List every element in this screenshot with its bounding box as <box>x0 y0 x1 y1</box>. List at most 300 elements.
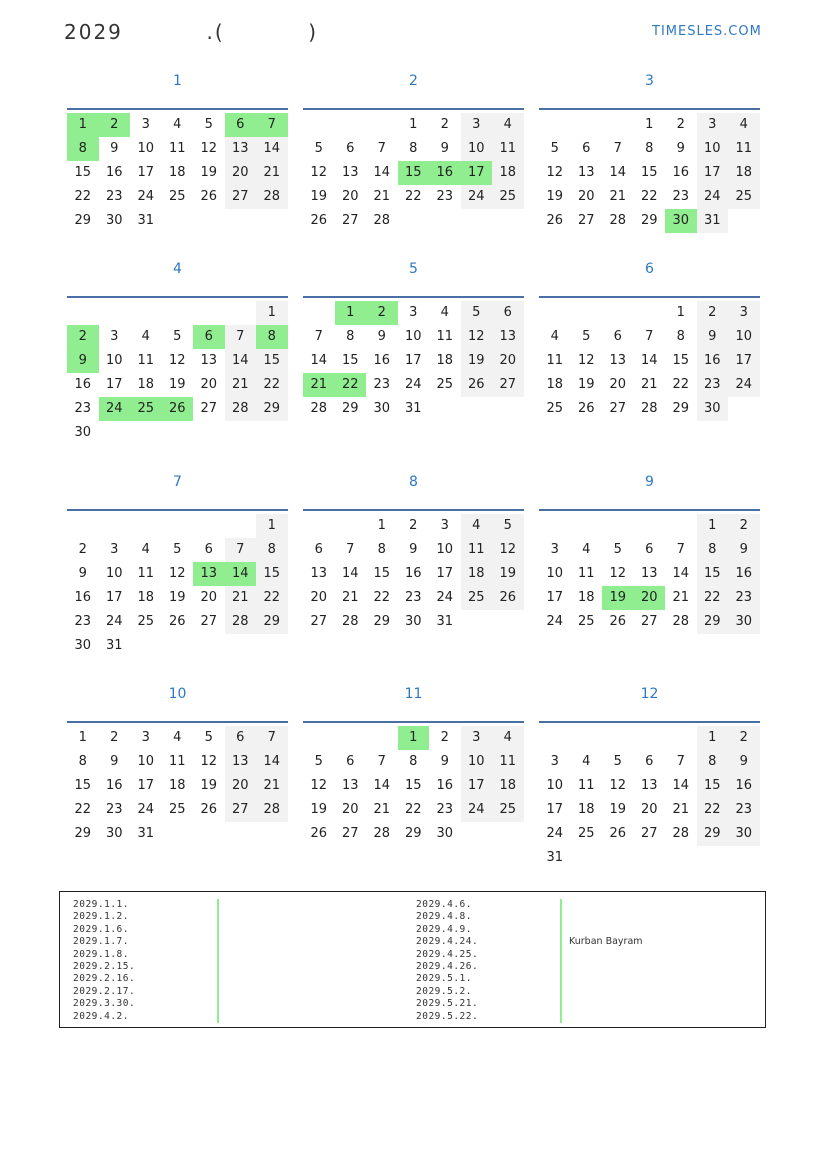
day-cell[interactable]: 29 <box>404 826 422 841</box>
day-cell[interactable]: 21 <box>373 802 391 817</box>
day-cell[interactable]: 15 <box>74 165 92 180</box>
day-cell[interactable]: 8 <box>377 542 386 557</box>
day-cell[interactable]: 18 <box>168 165 186 180</box>
day-cell[interactable]: 7 <box>676 542 685 557</box>
holiday-day-cell[interactable]: 1 <box>335 301 367 325</box>
day-cell[interactable]: 10 <box>461 137 493 161</box>
day-cell[interactable]: 6 <box>582 141 591 156</box>
day-cell[interactable]: 6 <box>613 329 622 344</box>
day-cell[interactable]: 12 <box>200 141 218 156</box>
day-cell[interactable]: 1 <box>697 726 729 750</box>
day-cell[interactable]: 14 <box>256 750 288 774</box>
day-cell[interactable]: 23 <box>404 590 422 605</box>
day-cell[interactable]: 3 <box>550 542 559 557</box>
day-cell[interactable]: 31 <box>697 209 729 233</box>
day-cell[interactable]: 27 <box>640 826 658 841</box>
day-cell[interactable]: 3 <box>697 113 729 137</box>
day-cell[interactable]: 11 <box>492 750 524 774</box>
day-cell[interactable]: 30 <box>373 401 391 416</box>
day-cell[interactable]: 1 <box>78 730 87 745</box>
day-cell[interactable]: 27 <box>341 213 359 228</box>
day-cell[interactable]: 28 <box>225 610 257 634</box>
day-cell[interactable]: 5 <box>461 301 493 325</box>
day-cell[interactable]: 29 <box>373 614 391 629</box>
day-cell[interactable]: 14 <box>640 353 658 368</box>
day-cell[interactable]: 24 <box>461 185 493 209</box>
day-cell[interactable]: 29 <box>256 610 288 634</box>
brand-logo[interactable]: TIMESLES.COM <box>652 24 762 39</box>
day-cell[interactable]: 21 <box>640 377 658 392</box>
day-cell[interactable]: 16 <box>105 778 123 793</box>
day-cell[interactable]: 2 <box>697 301 729 325</box>
day-cell[interactable]: 20 <box>577 189 595 204</box>
day-cell[interactable]: 26 <box>310 213 328 228</box>
day-cell[interactable]: 19 <box>310 802 328 817</box>
day-cell[interactable]: 14 <box>373 778 391 793</box>
day-cell[interactable]: 9 <box>728 538 760 562</box>
day-cell[interactable]: 25 <box>492 185 524 209</box>
day-cell[interactable]: 26 <box>200 802 218 817</box>
day-cell[interactable]: 26 <box>461 373 493 397</box>
day-cell[interactable]: 15 <box>256 349 288 373</box>
day-cell[interactable]: 24 <box>404 377 422 392</box>
day-cell[interactable]: 12 <box>200 754 218 769</box>
day-cell[interactable]: 13 <box>640 566 658 581</box>
day-cell[interactable]: 10 <box>105 353 123 368</box>
day-cell[interactable]: 3 <box>141 117 150 132</box>
day-cell[interactable]: 15 <box>74 778 92 793</box>
holiday-day-cell[interactable]: 2 <box>67 325 99 349</box>
day-cell[interactable]: 19 <box>546 189 564 204</box>
day-cell[interactable]: 24 <box>546 826 564 841</box>
day-cell[interactable]: 15 <box>672 353 690 368</box>
day-cell[interactable]: 30 <box>105 826 123 841</box>
day-cell[interactable]: 10 <box>728 325 760 349</box>
day-cell[interactable]: 3 <box>461 113 493 137</box>
day-cell[interactable]: 21 <box>256 774 288 798</box>
day-cell[interactable]: 15 <box>640 165 658 180</box>
day-cell[interactable]: 2 <box>440 117 449 132</box>
day-cell[interactable]: 19 <box>200 165 218 180</box>
day-cell[interactable]: 2 <box>676 117 685 132</box>
day-cell[interactable]: 1 <box>256 514 288 538</box>
day-cell[interactable]: 14 <box>672 566 690 581</box>
day-cell[interactable]: 13 <box>200 353 218 368</box>
day-cell[interactable]: 22 <box>697 586 729 610</box>
day-cell[interactable]: 20 <box>609 377 627 392</box>
day-cell[interactable]: 13 <box>492 325 524 349</box>
day-cell[interactable]: 8 <box>409 141 418 156</box>
day-cell[interactable]: 26 <box>492 586 524 610</box>
day-cell[interactable]: 23 <box>105 802 123 817</box>
day-cell[interactable]: 6 <box>346 141 355 156</box>
day-cell[interactable]: 21 <box>672 590 690 605</box>
day-cell[interactable]: 29 <box>672 401 690 416</box>
day-cell[interactable]: 19 <box>609 802 627 817</box>
holiday-day-cell[interactable]: 15 <box>398 161 430 185</box>
day-cell[interactable]: 3 <box>110 542 119 557</box>
day-cell[interactable]: 1 <box>676 305 685 320</box>
day-cell[interactable]: 6 <box>314 542 323 557</box>
day-cell[interactable]: 23 <box>672 189 690 204</box>
day-cell[interactable]: 20 <box>341 189 359 204</box>
day-cell[interactable]: 7 <box>225 325 257 349</box>
day-cell[interactable]: 7 <box>314 329 323 344</box>
day-cell[interactable]: 12 <box>609 778 627 793</box>
day-cell[interactable]: 10 <box>461 750 493 774</box>
day-cell[interactable]: 22 <box>256 586 288 610</box>
day-cell[interactable]: 21 <box>341 590 359 605</box>
day-cell[interactable]: 26 <box>546 213 564 228</box>
day-cell[interactable]: 28 <box>672 826 690 841</box>
day-cell[interactable]: 11 <box>168 141 186 156</box>
day-cell[interactable]: 19 <box>310 189 328 204</box>
day-cell[interactable]: 20 <box>225 774 257 798</box>
day-cell[interactable]: 23 <box>436 802 454 817</box>
day-cell[interactable]: 31 <box>105 638 123 653</box>
day-cell[interactable]: 6 <box>204 542 213 557</box>
day-cell[interactable]: 16 <box>436 778 454 793</box>
day-cell[interactable]: 2 <box>728 726 760 750</box>
day-cell[interactable]: 9 <box>728 750 760 774</box>
day-cell[interactable]: 24 <box>137 189 155 204</box>
day-cell[interactable]: 10 <box>137 754 155 769</box>
day-cell[interactable]: 28 <box>225 397 257 421</box>
day-cell[interactable]: 12 <box>492 538 524 562</box>
day-cell[interactable]: 21 <box>609 189 627 204</box>
day-cell[interactable]: 8 <box>697 538 729 562</box>
day-cell[interactable]: 28 <box>609 213 627 228</box>
holiday-day-cell[interactable]: 20 <box>634 586 666 610</box>
day-cell[interactable]: 18 <box>492 774 524 798</box>
day-cell[interactable]: 28 <box>672 614 690 629</box>
day-cell[interactable]: 22 <box>256 373 288 397</box>
day-cell[interactable]: 18 <box>168 778 186 793</box>
day-cell[interactable]: 27 <box>609 401 627 416</box>
holiday-day-cell[interactable]: 8 <box>256 325 288 349</box>
day-cell[interactable]: 4 <box>141 542 150 557</box>
day-cell[interactable]: 19 <box>492 562 524 586</box>
day-cell[interactable]: 21 <box>672 802 690 817</box>
day-cell[interactable]: 18 <box>436 353 454 368</box>
day-cell[interactable]: 9 <box>676 141 685 156</box>
holiday-day-cell[interactable]: 30 <box>665 209 697 233</box>
day-cell[interactable]: 4 <box>492 726 524 750</box>
holiday-day-cell[interactable]: 26 <box>162 397 194 421</box>
day-cell[interactable]: 30 <box>105 213 123 228</box>
day-cell[interactable]: 6 <box>645 754 654 769</box>
day-cell[interactable]: 24 <box>137 802 155 817</box>
day-cell[interactable]: 16 <box>404 566 422 581</box>
day-cell[interactable]: 27 <box>310 614 328 629</box>
day-cell[interactable]: 26 <box>200 189 218 204</box>
day-cell[interactable]: 7 <box>613 141 622 156</box>
day-cell[interactable]: 4 <box>492 113 524 137</box>
day-cell[interactable]: 4 <box>173 730 182 745</box>
day-cell[interactable]: 2 <box>78 542 87 557</box>
day-cell[interactable]: 22 <box>697 798 729 822</box>
day-cell[interactable]: 16 <box>105 165 123 180</box>
day-cell[interactable]: 4 <box>550 329 559 344</box>
day-cell[interactable]: 5 <box>204 117 213 132</box>
day-cell[interactable]: 17 <box>461 774 493 798</box>
day-cell[interactable]: 13 <box>310 566 328 581</box>
day-cell[interactable]: 12 <box>168 566 186 581</box>
day-cell[interactable]: 20 <box>341 802 359 817</box>
day-cell[interactable]: 22 <box>640 189 658 204</box>
day-cell[interactable]: 18 <box>728 161 760 185</box>
day-cell[interactable]: 4 <box>440 305 449 320</box>
day-cell[interactable]: 28 <box>640 401 658 416</box>
day-cell[interactable]: 1 <box>697 514 729 538</box>
day-cell[interactable]: 4 <box>582 754 591 769</box>
day-cell[interactable]: 16 <box>672 165 690 180</box>
day-cell[interactable]: 22 <box>404 189 422 204</box>
holiday-day-cell[interactable]: 21 <box>303 373 335 397</box>
day-cell[interactable]: 14 <box>373 165 391 180</box>
day-cell[interactable]: 13 <box>225 750 257 774</box>
day-cell[interactable]: 18 <box>546 377 564 392</box>
day-cell[interactable]: 14 <box>672 778 690 793</box>
day-cell[interactable]: 20 <box>640 802 658 817</box>
day-cell[interactable]: 14 <box>256 137 288 161</box>
day-cell[interactable]: 7 <box>645 329 654 344</box>
day-cell[interactable]: 20 <box>492 349 524 373</box>
day-cell[interactable]: 28 <box>310 401 328 416</box>
day-cell[interactable]: 22 <box>373 590 391 605</box>
day-cell[interactable]: 7 <box>377 754 386 769</box>
day-cell[interactable]: 6 <box>346 754 355 769</box>
day-cell[interactable]: 16 <box>74 590 92 605</box>
day-cell[interactable]: 5 <box>204 730 213 745</box>
day-cell[interactable]: 15 <box>256 562 288 586</box>
day-cell[interactable]: 16 <box>373 353 391 368</box>
day-cell[interactable]: 18 <box>577 590 595 605</box>
day-cell[interactable]: 7 <box>225 538 257 562</box>
day-cell[interactable]: 29 <box>640 213 658 228</box>
day-cell[interactable]: 2 <box>440 730 449 745</box>
day-cell[interactable]: 30 <box>697 397 729 421</box>
day-cell[interactable]: 10 <box>546 566 564 581</box>
day-cell[interactable]: 25 <box>168 802 186 817</box>
day-cell[interactable]: 9 <box>697 325 729 349</box>
day-cell[interactable]: 17 <box>137 165 155 180</box>
holiday-day-cell[interactable]: 2 <box>99 113 131 137</box>
day-cell[interactable]: 27 <box>492 373 524 397</box>
day-cell[interactable]: 17 <box>404 353 422 368</box>
day-cell[interactable]: 1 <box>377 518 386 533</box>
day-cell[interactable]: 17 <box>697 161 729 185</box>
day-cell[interactable]: 26 <box>609 826 627 841</box>
day-cell[interactable]: 6 <box>645 542 654 557</box>
day-cell[interactable]: 27 <box>640 614 658 629</box>
day-cell[interactable]: 9 <box>78 566 87 581</box>
holiday-day-cell[interactable]: 17 <box>461 161 493 185</box>
day-cell[interactable]: 30 <box>74 425 92 440</box>
day-cell[interactable]: 1 <box>409 117 418 132</box>
day-cell[interactable]: 5 <box>173 542 182 557</box>
day-cell[interactable]: 21 <box>225 586 257 610</box>
day-cell[interactable]: 25 <box>577 826 595 841</box>
day-cell[interactable]: 14 <box>225 349 257 373</box>
day-cell[interactable]: 28 <box>256 798 288 822</box>
day-cell[interactable]: 2 <box>409 518 418 533</box>
day-cell[interactable]: 28 <box>341 614 359 629</box>
day-cell[interactable]: 11 <box>728 137 760 161</box>
day-cell[interactable]: 15 <box>697 562 729 586</box>
day-cell[interactable]: 19 <box>168 590 186 605</box>
day-cell[interactable]: 5 <box>613 754 622 769</box>
day-cell[interactable]: 26 <box>609 614 627 629</box>
day-cell[interactable]: 13 <box>609 353 627 368</box>
day-cell[interactable]: 15 <box>404 778 422 793</box>
day-cell[interactable]: 24 <box>697 185 729 209</box>
day-cell[interactable]: 24 <box>105 614 123 629</box>
day-cell[interactable]: 8 <box>676 329 685 344</box>
day-cell[interactable]: 31 <box>137 826 155 841</box>
day-cell[interactable]: 11 <box>461 538 493 562</box>
day-cell[interactable]: 10 <box>697 137 729 161</box>
day-cell[interactable]: 23 <box>74 614 92 629</box>
day-cell[interactable]: 4 <box>461 514 493 538</box>
day-cell[interactable]: 29 <box>74 826 92 841</box>
day-cell[interactable]: 5 <box>582 329 591 344</box>
day-cell[interactable]: 11 <box>546 353 564 368</box>
day-cell[interactable]: 23 <box>74 401 92 416</box>
day-cell[interactable]: 21 <box>225 373 257 397</box>
day-cell[interactable]: 12 <box>546 165 564 180</box>
day-cell[interactable]: 15 <box>373 566 391 581</box>
day-cell[interactable]: 2 <box>110 730 119 745</box>
day-cell[interactable]: 16 <box>74 377 92 392</box>
day-cell[interactable]: 24 <box>436 590 454 605</box>
day-cell[interactable]: 11 <box>577 566 595 581</box>
day-cell[interactable]: 17 <box>436 566 454 581</box>
day-cell[interactable]: 27 <box>200 614 218 629</box>
holiday-day-cell[interactable]: 6 <box>225 113 257 137</box>
day-cell[interactable]: 25 <box>577 614 595 629</box>
day-cell[interactable]: 8 <box>256 538 288 562</box>
day-cell[interactable]: 13 <box>640 778 658 793</box>
day-cell[interactable]: 29 <box>74 213 92 228</box>
day-cell[interactable]: 4 <box>582 542 591 557</box>
day-cell[interactable]: 19 <box>200 778 218 793</box>
day-cell[interactable]: 4 <box>173 117 182 132</box>
day-cell[interactable]: 12 <box>577 353 595 368</box>
day-cell[interactable]: 28 <box>373 826 391 841</box>
day-cell[interactable]: 9 <box>440 141 449 156</box>
day-cell[interactable]: 27 <box>225 798 257 822</box>
day-cell[interactable]: 4 <box>141 329 150 344</box>
holiday-day-cell[interactable]: 2 <box>366 301 398 325</box>
day-cell[interactable]: 22 <box>672 377 690 392</box>
day-cell[interactable]: 23 <box>697 373 729 397</box>
day-cell[interactable]: 15 <box>341 353 359 368</box>
day-cell[interactable]: 10 <box>436 542 454 557</box>
day-cell[interactable]: 8 <box>346 329 355 344</box>
day-cell[interactable]: 9 <box>110 754 119 769</box>
holiday-day-cell[interactable]: 7 <box>256 113 288 137</box>
day-cell[interactable]: 24 <box>728 373 760 397</box>
day-cell[interactable]: 3 <box>141 730 150 745</box>
day-cell[interactable]: 18 <box>492 161 524 185</box>
day-cell[interactable]: 20 <box>200 377 218 392</box>
day-cell[interactable]: 17 <box>546 802 564 817</box>
day-cell[interactable]: 5 <box>550 141 559 156</box>
day-cell[interactable]: 19 <box>461 349 493 373</box>
day-cell[interactable]: 19 <box>168 377 186 392</box>
day-cell[interactable]: 25 <box>137 614 155 629</box>
day-cell[interactable]: 5 <box>314 754 323 769</box>
day-cell[interactable]: 31 <box>404 401 422 416</box>
day-cell[interactable]: 22 <box>74 802 92 817</box>
day-cell[interactable]: 17 <box>105 377 123 392</box>
day-cell[interactable]: 27 <box>225 185 257 209</box>
holiday-day-cell[interactable]: 13 <box>193 562 225 586</box>
day-cell[interactable]: 8 <box>697 750 729 774</box>
day-cell[interactable]: 3 <box>440 518 449 533</box>
holiday-day-cell[interactable]: 25 <box>130 397 162 421</box>
day-cell[interactable]: 20 <box>225 161 257 185</box>
day-cell[interactable]: 28 <box>256 185 288 209</box>
day-cell[interactable]: 8 <box>409 754 418 769</box>
day-cell[interactable]: 12 <box>609 566 627 581</box>
day-cell[interactable]: 21 <box>256 161 288 185</box>
day-cell[interactable]: 18 <box>577 802 595 817</box>
day-cell[interactable]: 12 <box>310 165 328 180</box>
day-cell[interactable]: 23 <box>728 798 760 822</box>
day-cell[interactable]: 3 <box>409 305 418 320</box>
holiday-day-cell[interactable]: 22 <box>335 373 367 397</box>
day-cell[interactable]: 16 <box>728 562 760 586</box>
day-cell[interactable]: 18 <box>461 562 493 586</box>
day-cell[interactable]: 11 <box>436 329 454 344</box>
day-cell[interactable]: 24 <box>546 614 564 629</box>
day-cell[interactable]: 20 <box>200 590 218 605</box>
holiday-day-cell[interactable]: 16 <box>429 161 461 185</box>
day-cell[interactable]: 16 <box>728 774 760 798</box>
day-cell[interactable]: 10 <box>137 141 155 156</box>
day-cell[interactable]: 6 <box>492 301 524 325</box>
day-cell[interactable]: 25 <box>492 798 524 822</box>
day-cell[interactable]: 28 <box>373 213 391 228</box>
day-cell[interactable]: 5 <box>492 514 524 538</box>
day-cell[interactable]: 25 <box>436 377 454 392</box>
day-cell[interactable]: 10 <box>105 566 123 581</box>
day-cell[interactable]: 25 <box>461 586 493 610</box>
day-cell[interactable]: 11 <box>168 754 186 769</box>
day-cell[interactable]: 5 <box>613 542 622 557</box>
holiday-day-cell[interactable]: 9 <box>67 349 99 373</box>
day-cell[interactable]: 25 <box>546 401 564 416</box>
day-cell[interactable]: 24 <box>461 798 493 822</box>
day-cell[interactable]: 6 <box>225 726 257 750</box>
holiday-day-cell[interactable]: 1 <box>398 726 430 750</box>
day-cell[interactable]: 29 <box>256 397 288 421</box>
day-cell[interactable]: 20 <box>310 590 328 605</box>
holiday-day-cell[interactable]: 19 <box>602 586 634 610</box>
day-cell[interactable]: 9 <box>377 329 386 344</box>
day-cell[interactable]: 8 <box>645 141 654 156</box>
day-cell[interactable]: 13 <box>341 165 359 180</box>
day-cell[interactable]: 25 <box>168 189 186 204</box>
day-cell[interactable]: 17 <box>728 349 760 373</box>
holiday-day-cell[interactable]: 24 <box>99 397 131 421</box>
day-cell[interactable]: 31 <box>436 614 454 629</box>
day-cell[interactable]: 27 <box>577 213 595 228</box>
day-cell[interactable]: 13 <box>577 165 595 180</box>
day-cell[interactable]: 23 <box>436 189 454 204</box>
